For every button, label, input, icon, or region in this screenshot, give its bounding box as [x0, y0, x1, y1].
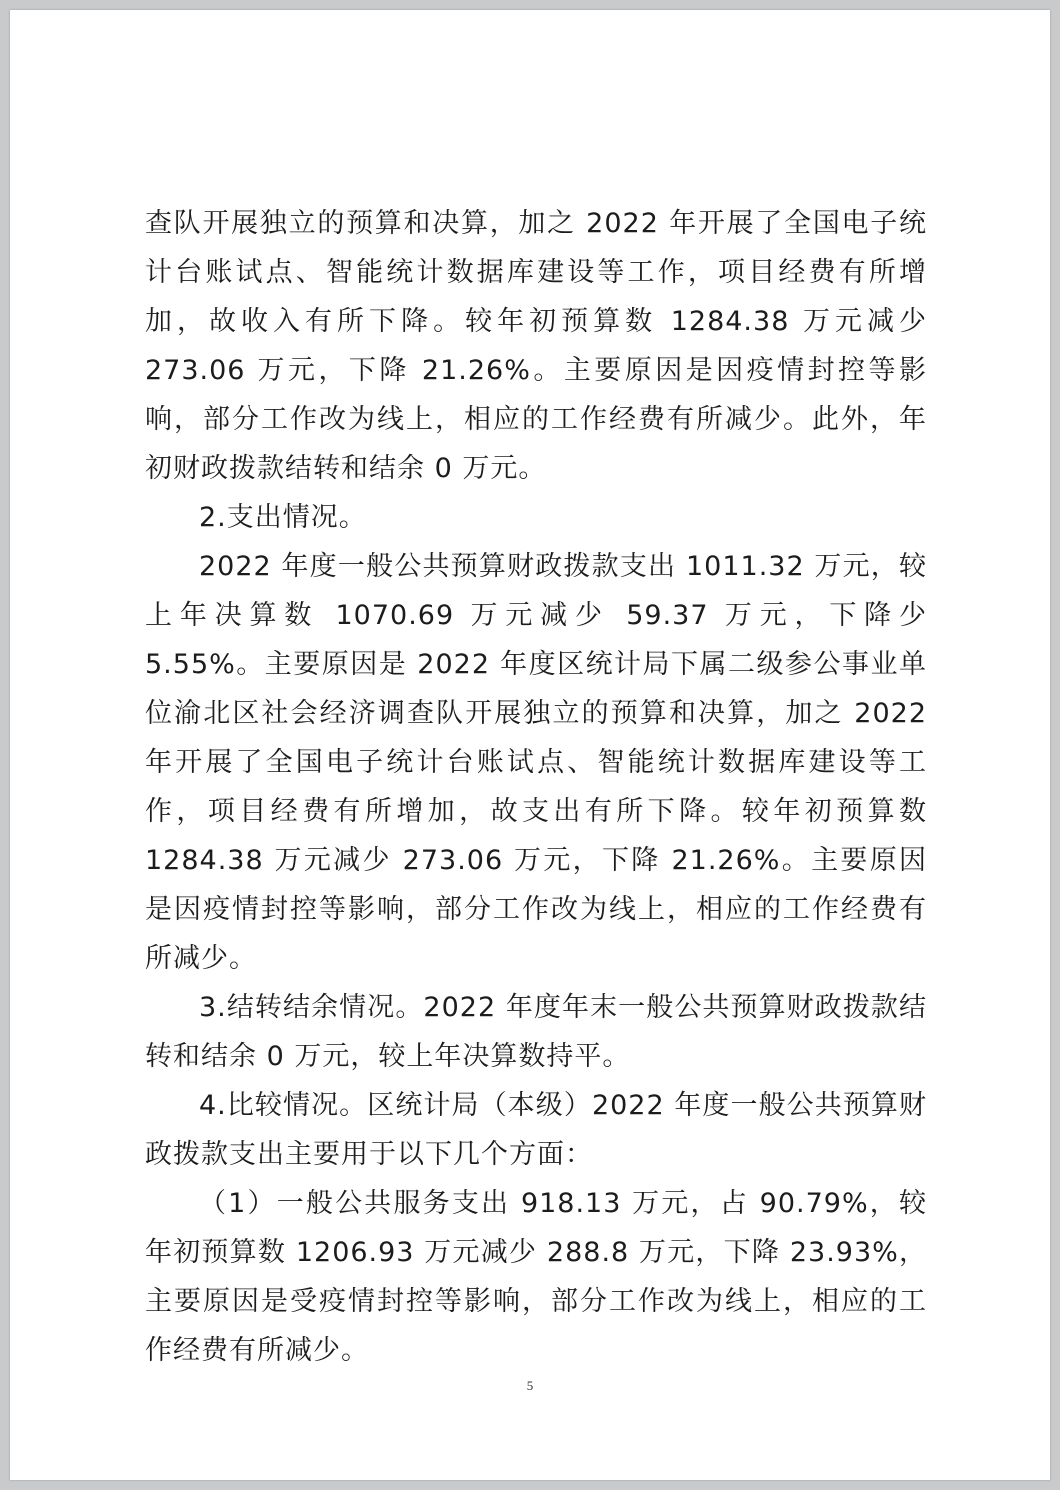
paragraph-carryover: 3.结转结余情况。2022 年度年末一般公共预算财政拨款结转和结余 0 万元，较上年决算数持平。 [145, 992, 927, 1072]
paragraph-income-continued: 查队开展独立的预算和决算，加之 2022 年开展了全国电子统计台账试点、智能统计数据库建设等工作，项目经费有所增加，故收入有所下降。较年初预算数 1284.38 万元减少 273.06 万元，下降 21.26%。主要原因是因疫情封控等影响，部分工作改为线上，相应的工作经费有所减少。此外，年初财政拨款结转和结余 0 万元。 [145, 208, 927, 484]
body-text [145, 199, 927, 1375]
document-page [10, 10, 1050, 1480]
heading-expenditure: 2.支出情况。 [199, 502, 367, 533]
paragraph-expenditure: 2022 年度一般公共预算财政拨款支出 1011.32 万元，较上年决算数 1070.69 万元减少 59.37 万元，下降少 5.55%。主要原因是 2022 年度区统计局下属二级参公事业单位渝北区社会经济调查队开展独立的预算和决算，加之 2022 年开展了全国电子统计台账试点、智能统计数据库建设等工作，项目经费有所增加，故支出有所下降。较年初预算数 1284.38 万元减少 273.06 万元，下降 21.26%。主要原因是因疫情封控等影响，部分工作改为线上，相应的工作经费有所减少。 [145, 551, 927, 974]
paragraph-general-public-services: （1）一般公共服务支出 918.13 万元，占 90.79%，较年初预算数 1206.93 万元减少 288.8 万元，下降 23.93%，主要原因是受疫情封控等影响，部分工作改为线上，相应的工作经费有所减少。 [145, 1188, 927, 1366]
paragraph-comparison: 4.比较情况。区统计局（本级）2022 年度一般公共预算财政拨款支出主要用于以下几个方面： [145, 1090, 927, 1170]
page-number: 5 [526, 1378, 534, 1393]
